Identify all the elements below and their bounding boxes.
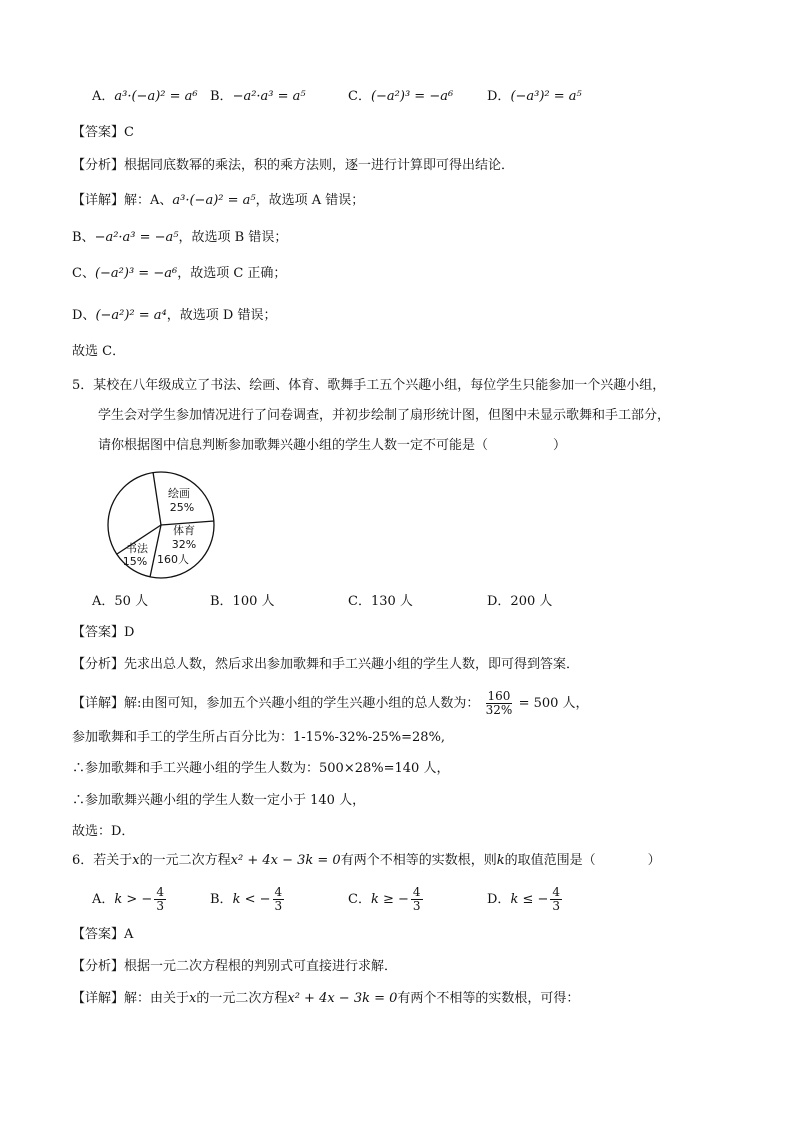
q6-analysis: 【分析】根据一元二次方程根的判别式可直接进行求解． [72,959,398,974]
q4-option-b: B．−a²·a³ = a⁵ [210,89,306,104]
pie-label-huihua-pct: 25% [169,501,195,514]
q5-detail-2: 参加歌舞和手工的学生所占百分比为：1-15%-32%-25%=28%, [72,730,446,745]
q4-detail-d: D、(−a²)² = a⁴，故选项 D 错误； [72,308,277,323]
q4-conclusion: 故选 C． [72,344,126,359]
pie-label-shufa-name: 书法 [126,542,148,555]
q6-detail: 【详解】解：由关于x的一元二次方程x² + 4x − 3k = 0有两个不相等的实数根，可得： [72,991,580,1006]
pie-label-shufa-pct: 15% [122,555,148,568]
q5-stem-line-3: 请你根据图中信息判断参加歌舞兴趣小组的学生人数一定不可能是（ ） [98,438,567,453]
q5-answer: 【答案】D [72,625,135,640]
q6-answer: 【答案】A [72,927,134,942]
q5-detail-4: ∴参加歌舞兴趣小组的学生人数一定小于 140 人， [72,793,366,808]
q4-option-c: C．(−a²)³ = −a⁶ [348,89,454,104]
q5-fraction: $\frac{160}{32\%}$ [485,689,513,717]
q5-stem-line-2: 学生会对学生参加情况进行了问卷调查，并初步绘制了扇形统计图，但图中未显示歌舞和手工部分， [98,408,671,423]
q5-detail-3: ∴参加歌舞和手工兴趣小组的学生人数为：500×28%=140 人， [72,761,450,776]
q4-detail-b: B、−a²·a³ = −a⁵，故选项 B 错误； [72,230,288,245]
q5-option-a: A．50 人 [92,594,149,609]
pie-chart [102,468,224,582]
q5-analysis: 【分析】先求出总人数，然后求出参加歌舞和手工兴趣小组的学生人数，即可得到答案． [72,657,580,672]
pie-label-huihua-name: 绘画 [168,487,190,500]
q5-option-b: B．100 人 [210,594,275,609]
q6-option-a: A．k > − $\frac{4}{3}$ [92,885,164,913]
q4-detail-a: 【详解】解：A、a³·(−a)² = a⁵，故选项 A 错误； [72,193,365,208]
q5-stem-line-1: 5．某校在八年级成立了书法、绘画、体育、歌舞手工五个兴趣小组，每位学生只能参加一个兴趣小组， [72,378,666,393]
q4-analysis: 【分析】根据同底数幂的乘法，积的乘方法则，逐一进行计算即可得出结论． [72,158,515,173]
q4-detail-c: C、(−a²)³ = −a⁶，故选项 C 正确； [72,266,287,281]
q5-option-c: C．130 人 [348,594,413,609]
q4-option-a: A．a³·(−a)² = a⁶ [92,89,198,104]
q6-option-d: D．k ≤ − $\frac{4}{3}$ [487,885,561,913]
q4-option-d: D．(−a³)² = a⁵ [487,89,582,104]
q4-answer: 【答案】C [72,125,134,140]
q6-option-c: C．k ≥ − $\frac{4}{3}$ [348,885,421,913]
pie-label-tiyu-name: 体育 [173,524,195,537]
pie-label-tiyu-count: 160人 [157,553,189,566]
q5-conclusion: 故选：D． [72,824,135,839]
q6-stem: 6．若关于x的一元二次方程x² + 4x − 3k = 0有两个不相等的实数根，则k的取值范围是（ ） [72,853,661,868]
q6-option-b: B．k < − $\frac{4}{3}$ [210,885,283,913]
q5-detail-1: 【详解】解:由图可知，参加五个兴趣小组的学生兴趣小组的总人数为： $\frac{160}{32\%}$ = 500 人， [72,689,589,717]
pie-label-tiyu-pct: 32% [171,538,197,551]
q5-option-d: D．200 人 [487,594,553,609]
